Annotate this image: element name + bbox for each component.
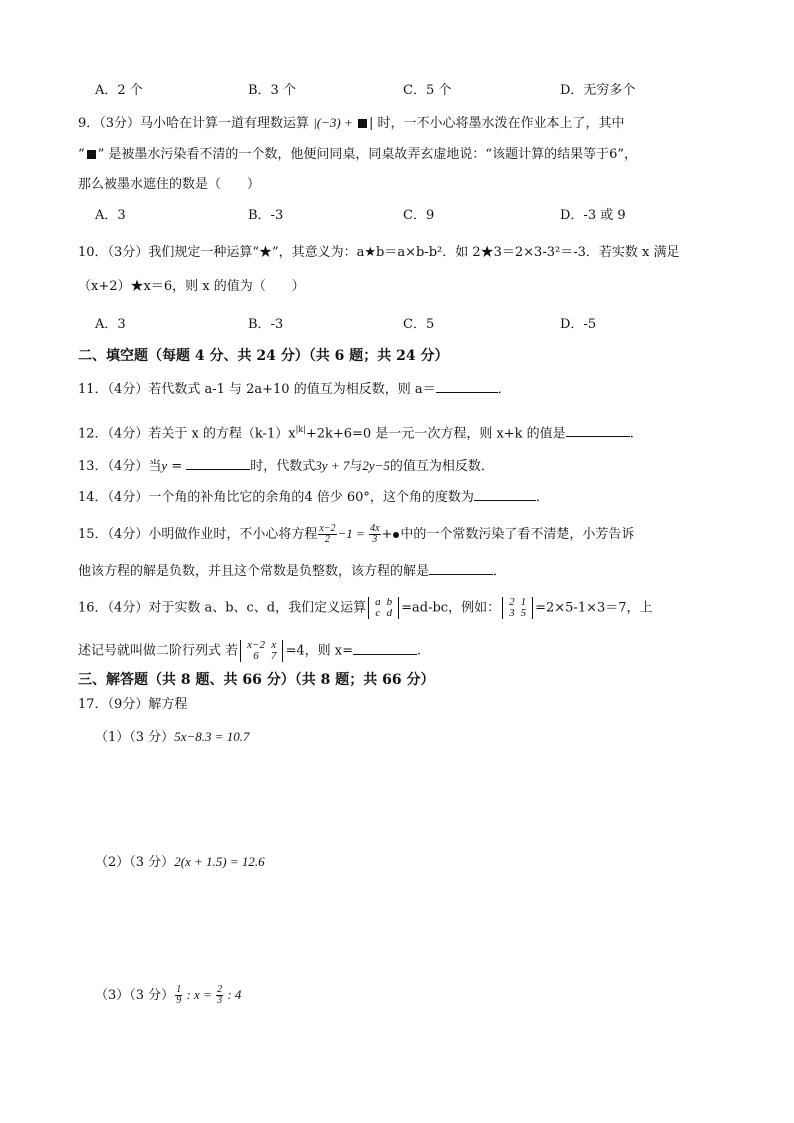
q9-option-b: B．-3 [248, 208, 284, 223]
q8-option-d: D．无穷多个 [560, 83, 636, 98]
q15-line-1: 15．（4分）小明做作业时，不小心将方程 $\frac{x-2}{2}$ −1 = $\frac{4x}{3}$ + 中的一个常数污染了看不清楚，小芳告诉 [78, 523, 635, 545]
ink-blot-icon [87, 150, 96, 159]
determinant: 2 1 3 5 [502, 597, 533, 619]
q10-option-a: A．3 [95, 317, 126, 332]
q13: 13．（4分）当y = 时，代数式3y + 7与2y−5的值互为相反数． [78, 458, 494, 474]
q9-option-c: C．9 [403, 208, 435, 223]
determinant: a b c d [368, 597, 399, 619]
answer-blank [353, 642, 417, 655]
q17-part-2: （2）（3 分）2(x + 1.5) = 12.6 [95, 854, 265, 870]
q9-expression: |(−3) + [313, 115, 356, 130]
q11: 11．（4分）若代数式 a-1 与 2a+10 的值互为相反数，则 a＝ ． [78, 382, 511, 397]
q9-option-d: D．-3 或 9 [560, 208, 626, 223]
answer-blank [566, 424, 630, 437]
q15-line-2: 他该方程的解是负数，并且这个常数是负整数，该方程的解是 ． [78, 564, 507, 579]
fraction: $\frac{2}{3}$ [217, 984, 223, 1006]
q8-option-b: B．3 个 [248, 83, 296, 98]
q10-option-c: C．5 [403, 317, 435, 332]
section-3-heading: 三、解答题（共 8 题、共 66 分）（共 8 题；共 66 分） [78, 672, 435, 688]
fraction: $\frac{x-2}{2}$ [319, 523, 336, 545]
q10-line-2: （x+2）★x＝6，则 x 的值为（ ） [78, 279, 305, 294]
q10-line-1: 10．（3分）我们规定一种运算“★”，其意义为：a★b＝a×b-b²．如 2★3＝2×3-3²＝-3．若实数 x 满足 [78, 245, 680, 260]
q10-option-b: B．-3 [248, 317, 284, 332]
q14: 14．（4分）一个角的补角比它的余角的4 倍少 60°，这个角的度数为 ． [78, 490, 549, 505]
q8-option-a: A．2 个 [95, 83, 143, 98]
ink-dot-icon [393, 532, 399, 538]
q10-option-d: D．-5 [560, 317, 597, 332]
q9-line-3: 那么被墨水遮住的数是（ ） [78, 177, 261, 192]
ink-blot-icon [358, 119, 367, 128]
q16-line-1: 16．（4分）对于实数 a、b、c、d，我们定义运算 a b c d =ad-bc，例如： 2 1 3 5 =2×5-1×3＝7，上 [78, 596, 653, 619]
q9-line-1: 9．（3分）马小哈在计算一道有理数运算 |(−3) + | 时，一不小心将墨水泼在作业本上了，其中 [78, 115, 625, 131]
q16-line-2: 述记号就叫做二阶行列式 若 x−2 x 6 7 =4，则 x= . [78, 639, 422, 662]
q12: 12．（4分）若关于 x 的方程$(k-1)x^{|k|}+2k+6=0$ 是一元一次方程，则 x+k 的值是 . [78, 425, 634, 442]
q8-option-c: C．5 个 [403, 83, 452, 98]
fraction: $\frac{1}{9}$ [176, 984, 182, 1006]
answer-blank [429, 562, 493, 575]
q9-line-2: “ ” 是被墨水污染看不清的一个数，他便问同桌，同桌故弄玄虚地说：“该题计算的结果等于6”， [78, 147, 637, 162]
q9-option-a: A．3 [95, 208, 126, 223]
q17-part-3: （3）（3 分） $\frac{1}{9}$ : x = $\frac{2}{3}$ : 4 [95, 984, 242, 1006]
answer-blank [436, 380, 498, 393]
q17-part-1: （1）（3 分）5x−8.3 = 10.7 [95, 729, 250, 745]
determinant: x−2 x 6 7 [240, 640, 283, 662]
section-2-heading: 二、填空题（每题 4 分、共 24 分）（共 6 题；共 24 分） [78, 348, 449, 364]
q17-title: 17．（9分）解方程 [78, 697, 188, 712]
answer-blank [474, 488, 536, 501]
fraction: $\frac{4x}{3}$ [370, 523, 380, 545]
answer-blank [186, 457, 250, 470]
